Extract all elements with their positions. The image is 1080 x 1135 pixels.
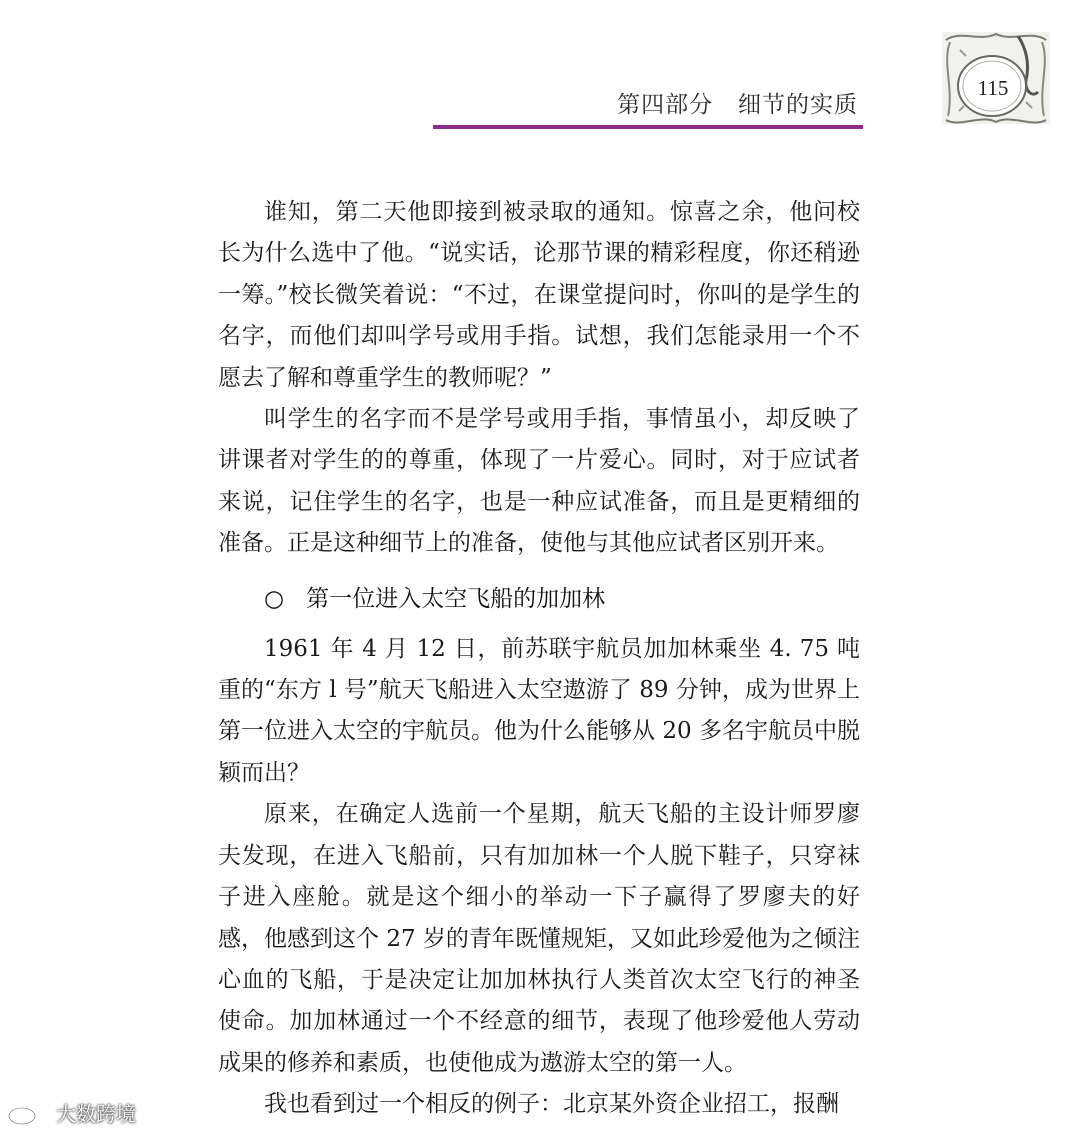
- section-heading: [218, 579, 860, 619]
- paragraph: 原来，在确定人选前一个星期，航天飞船的主设计师罗廖夫发现，在进入飞船前，只有加加林一个人脱下鞋子，只穿袜子进入座舱。就是这个细小的举动一下子赢得了罗廖夫的好感，他感到这个 27 岁的青年既懂规矩，又如此珍爱他为之倾注心血的飞船，于是决定让加加林执行人类首次太空飞行的神圣使命。加加林通过一个不经意的细节，表现了他珍爱他人劳动成果的修养和素质，也使他成为遨游太空的第一人。: [218, 801, 860, 1076]
- running-header-title: 第四部分 细节的实质: [617, 92, 858, 118]
- page-number: 115: [977, 76, 1009, 100]
- watermark: [6, 1098, 136, 1127]
- section-heading-text: 第一位进入太空飞船的加加林: [306, 585, 606, 612]
- weibo-icon: [6, 1100, 52, 1126]
- paragraph: 我也看到过一个相反的例子：北京某外资企业招工，报酬: [264, 1091, 839, 1118]
- watermark-text: 大数跨境: [56, 1102, 136, 1126]
- header-rule: [433, 125, 863, 129]
- page-number-badge: [940, 28, 1052, 128]
- page-body: [218, 192, 860, 1126]
- circle-bullet-icon: ○: [264, 585, 285, 612]
- paragraph: 叫学生的名字而不是学号或用手指，事情虽小，却反映了讲课者对学生的的尊重，体现了一片爱心。同时，对于应试者来说，记住学生的名字，也是一种应试准备，而且是更精细的准备。正是这种细节上的准备，使他与其他应试者区别开来。: [218, 406, 860, 557]
- paragraph: 1961 年 4 月 12 日，前苏联宇航员加加林乘坐 4. 75 吨重的“东方 l 号”航天飞船进入太空遨游了 89 分钟，成为世界上第一位进入太空的宇航员。他为什么能够从 20 多名宇航员中脱颖而出？: [218, 635, 860, 786]
- paragraph: 谁知，第二天他即接到被录取的通知。惊喜之余，他问校长为什么选中了他。“说实话，论那节课的精彩程度，你还稍逊一筹。”校长微笑着说：“不过，在课堂提问时，你叫的是学生的名字，而他们却叫学号或用手指。试想，我们怎能录用一个不愿去了解和尊重学生的教师呢？”: [218, 199, 860, 391]
